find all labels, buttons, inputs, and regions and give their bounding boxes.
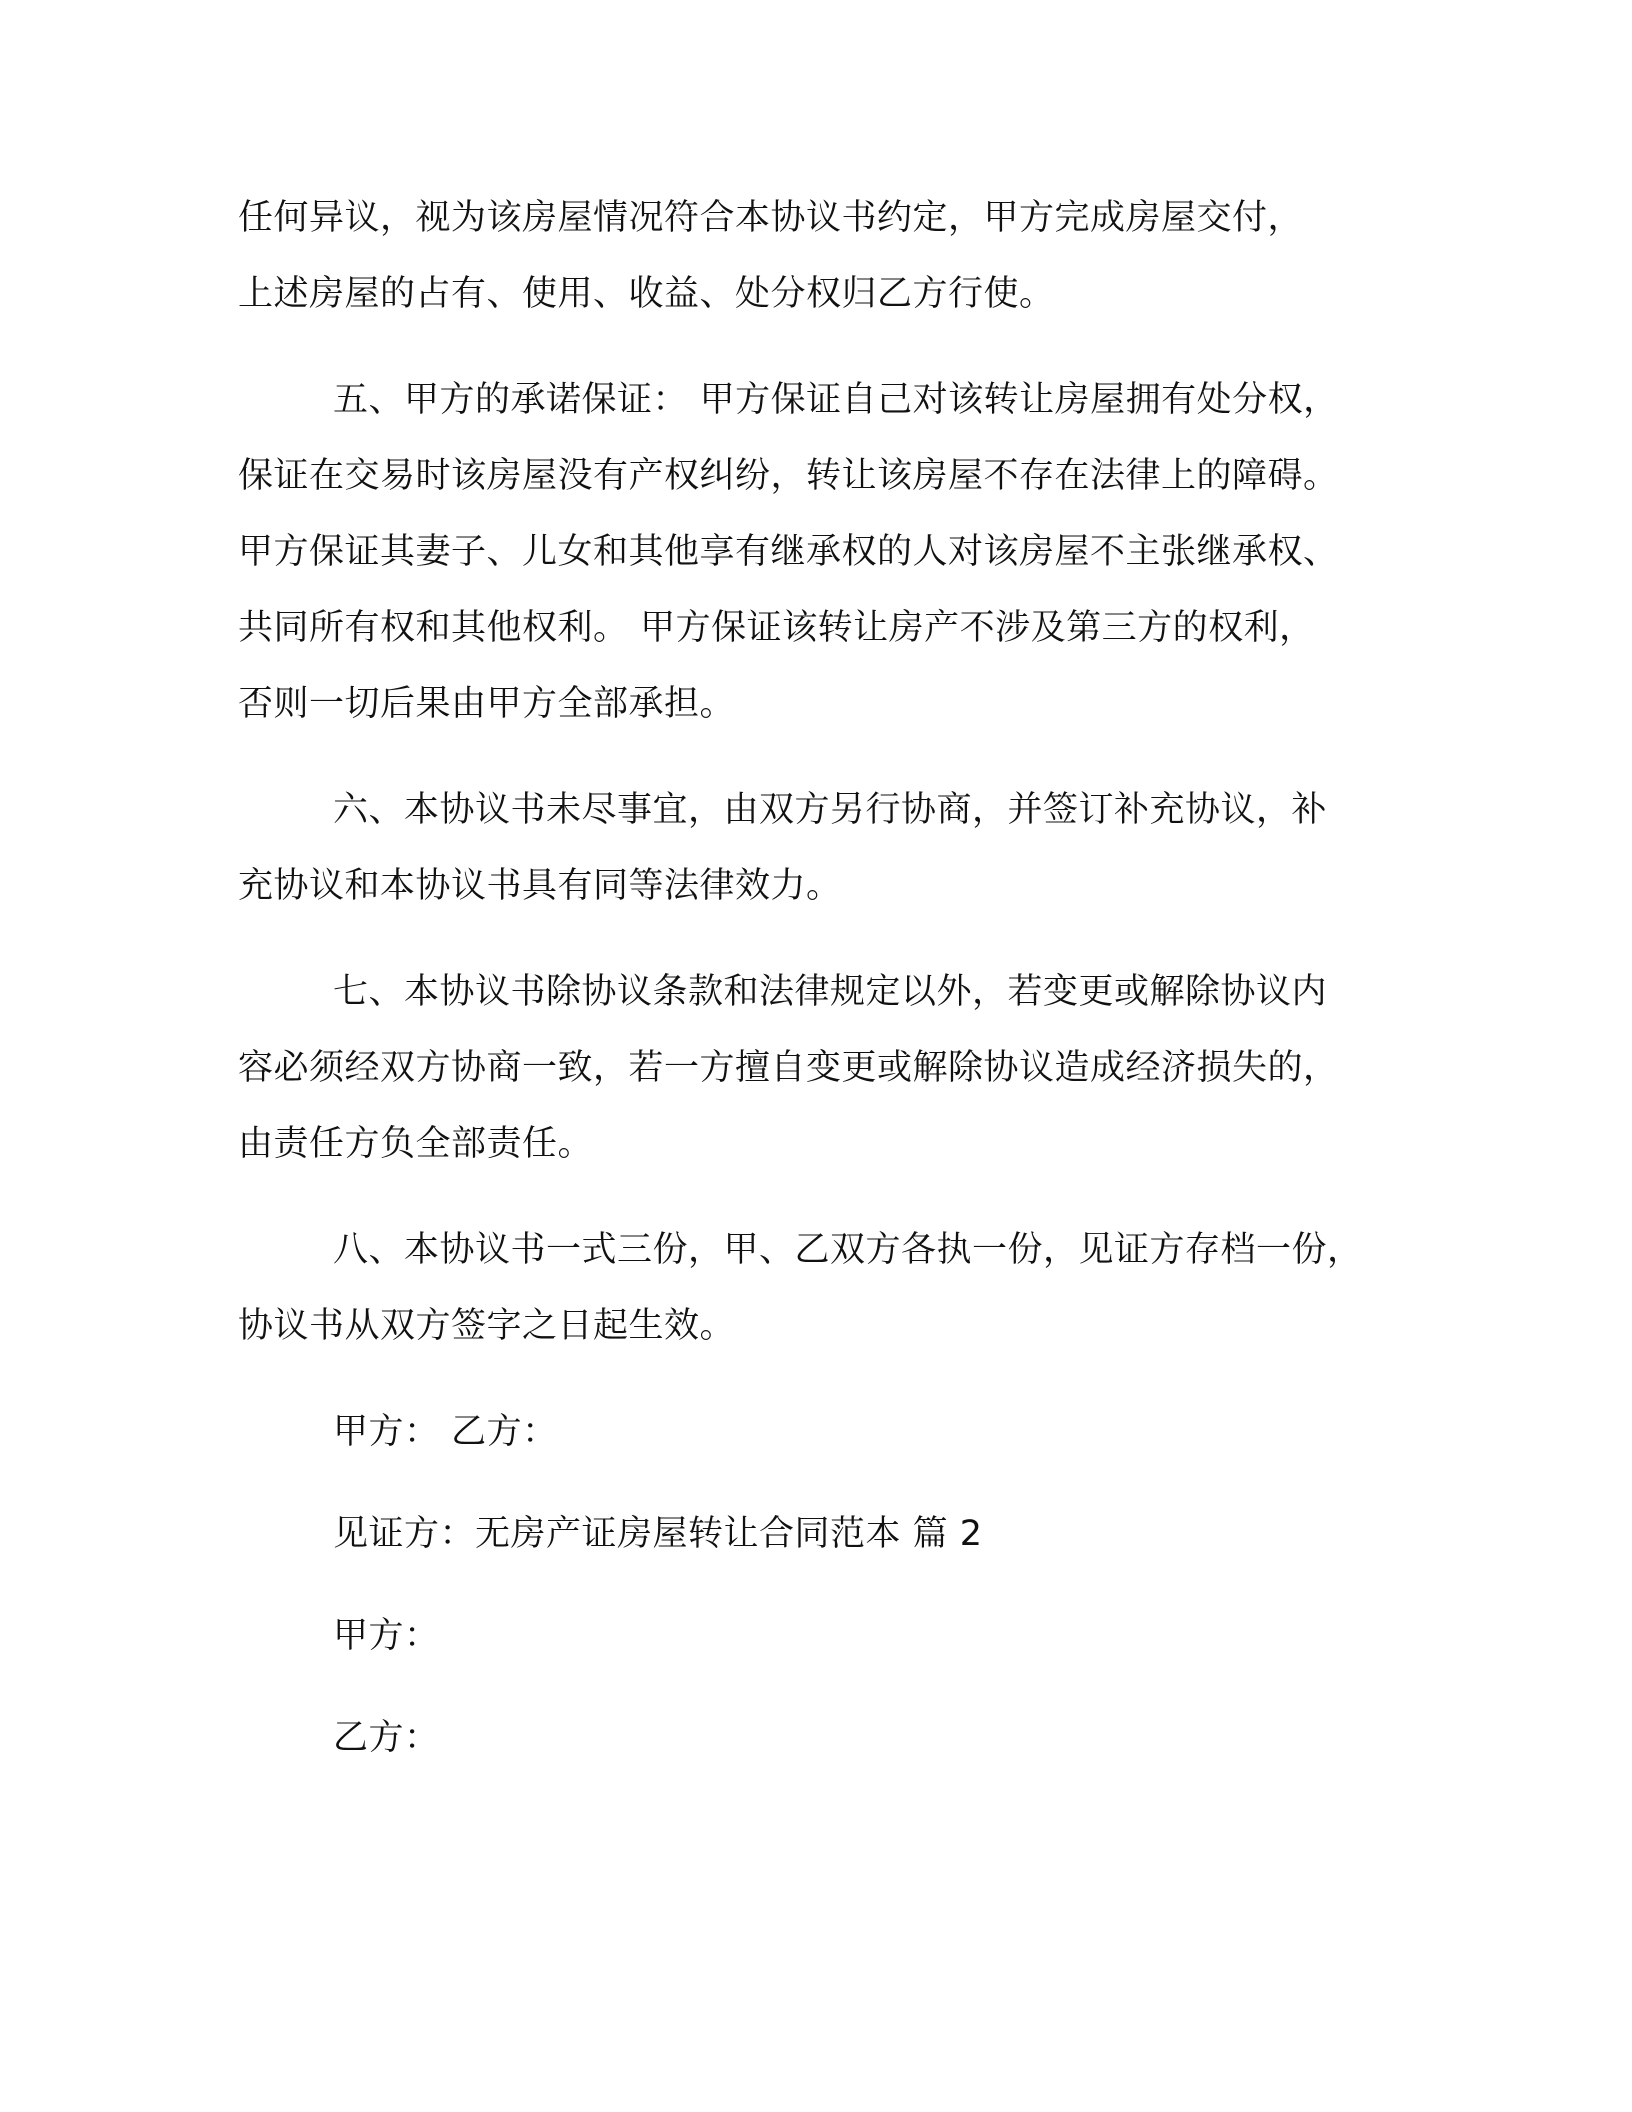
- text-line-6: 共同所有权和其他权利。 甲方保证该转让房产不涉及第三方的权利，: [238, 608, 1315, 648]
- text-line-4: 保证在交易时该房屋没有产权纠纷，转让该房屋不存在法律上的障碍。: [238, 456, 1339, 496]
- clause-8-heading: 八、本协议书一式三份，甲、乙双方各执一份，见证方存档一份，: [333, 1230, 1363, 1270]
- signature-party-a-b: 甲方： 乙方：: [333, 1412, 558, 1452]
- text-line-11: 容必须经双方协商一致，若一方擅自变更或解除协议造成经济损失的，: [238, 1048, 1339, 1088]
- clause-7-heading: 七、本协议书除协议条款和法律规定以外，若变更或解除协议内: [333, 972, 1328, 1012]
- clause-6-heading: 六、本协议书未尽事宜，由双方另行协商，并签订补充协议，补: [333, 790, 1328, 830]
- clause-5-heading: 五、甲方的承诺保证： 甲方保证自己对该转让房屋拥有处分权，: [333, 380, 1339, 420]
- text-line-7: 否则一切后果由甲方全部承担。: [238, 684, 736, 724]
- party-a-label: 甲方：: [333, 1616, 440, 1656]
- text-line-9: 充协议和本协议书具有同等法律效力。: [238, 866, 842, 906]
- party-b-label: 乙方：: [333, 1718, 440, 1758]
- text-line-12: 由责任方负全部责任。: [238, 1124, 594, 1164]
- text-line-5: 甲方保证其妻子、儿女和其他享有继承权的人对该房屋不主张继承权、: [238, 532, 1339, 572]
- witness-and-title-line: 见证方：无房产证房屋转让合同范本 篇 2: [333, 1514, 983, 1554]
- text-line-2: 上述房屋的占有、使用、收益、处分权归乙方行使。: [238, 274, 1055, 314]
- text-line-14: 协议书从双方签字之日起生效。: [238, 1306, 736, 1346]
- text-line-1: 任何异议，视为该房屋情况符合本协议书约定，甲方完成房屋交付，: [238, 198, 1304, 238]
